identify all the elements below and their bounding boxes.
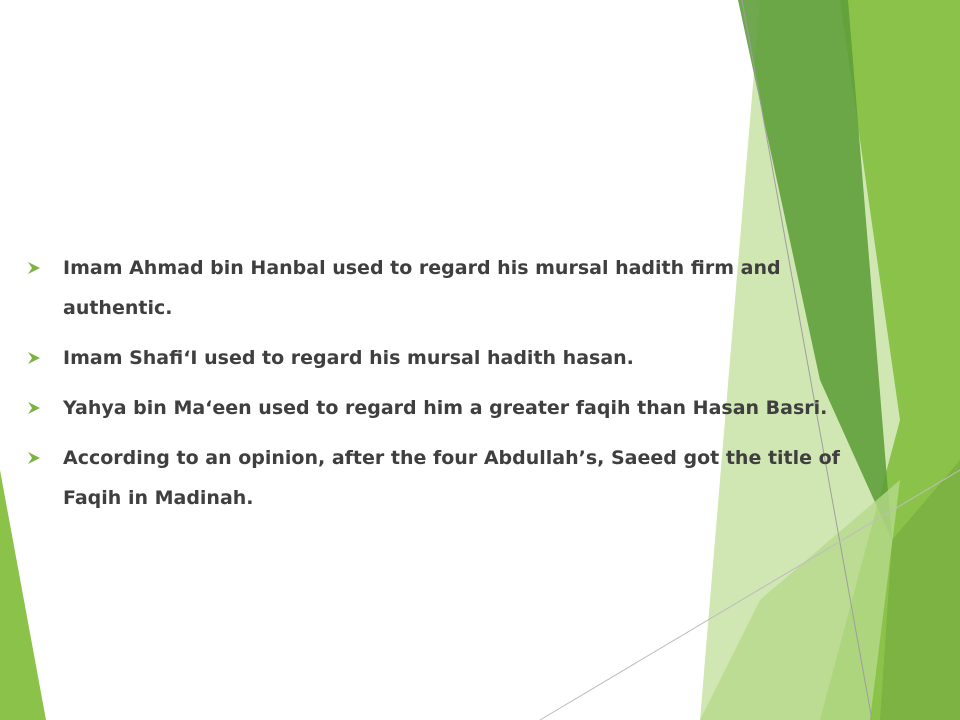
bullet-item	[28, 438, 878, 518]
bullet-text: According to an opinion, after the four Abdullah’s, Saeed got the title of Faqih in Madinah.	[63, 447, 840, 509]
arrowhead-bullet-icon	[28, 438, 42, 478]
arrowhead-bullet-icon	[28, 388, 42, 428]
bullet-item	[28, 338, 878, 378]
bullet-text: Imam Ahmad bin Hanbal used to regard his mursal hadith firm and authentic.	[63, 257, 781, 319]
bullet-text: Imam Shafi‘I used to regard his mursal hadith hasan.	[63, 347, 634, 369]
bullet-item	[28, 248, 878, 328]
bullet-list	[28, 248, 878, 518]
bullet-text: Yahya bin Ma‘een used to regard him a greater faqih than Hasan Basri.	[63, 397, 828, 419]
arrowhead-bullet-icon	[28, 338, 42, 378]
arrowhead-bullet-icon	[28, 248, 42, 288]
bullet-item	[28, 388, 878, 428]
slide-content	[28, 248, 878, 528]
